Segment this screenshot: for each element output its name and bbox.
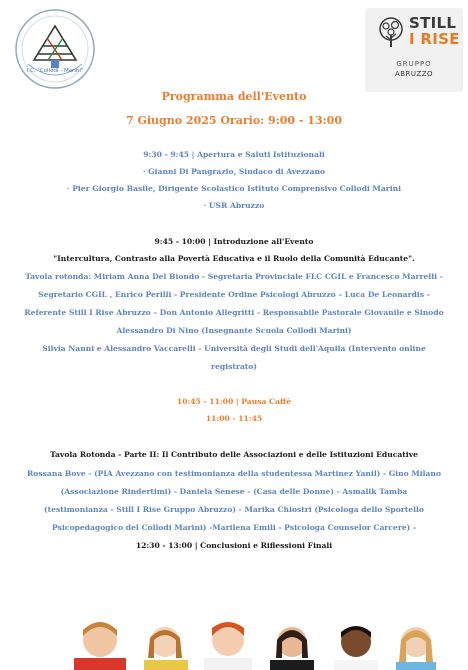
session-intro-line: registrato) bbox=[211, 362, 257, 371]
session-roundtable-line: (testimonianza - Still I Rise Gruppo Abruzzo) - Marika Chiostri (Psicologa dello Sportello bbox=[44, 505, 424, 514]
session-intro-line: Segretario CGIL , Enrico Perilli - Presidente Ordine Psicologi Abruzzo – Luca De Leonardis - bbox=[38, 290, 430, 299]
session-intro-line: Tavola rotonda: Miriam Anna Del Biondo - Segretaria Provinciale FLC CGIL e Francesco Marrelli - bbox=[25, 272, 443, 281]
session-intro-line: Alessandro Di Nino (Insegnante Scuola Collodi Marini) bbox=[116, 326, 352, 335]
session-roundtable-line: Psicopedagogico del Collodi Marini) -Marilena Emili - Psicologa Counselor Carcere) - bbox=[51, 523, 417, 532]
school-logo-text: I.C. "Collodi - Marini" bbox=[26, 68, 84, 74]
tree-icon bbox=[374, 16, 408, 50]
coffee-break: 10:45 - 11:00 | Pausa Caffè bbox=[176, 397, 292, 406]
event-title: Programma dell'Evento bbox=[161, 90, 307, 103]
closing-session: 12:30 - 13:00 | Conclusioni e Riflessioni Finali bbox=[135, 541, 333, 550]
session-opening-heading: 9:30 - 9:45 | Apertura e Saluti Istituzionali bbox=[143, 150, 325, 159]
session-intro-theme: "Intercultura, Contrasto alla Povertà Educativa e il Ruolo della Comunità Educante". bbox=[53, 254, 415, 263]
still-i-rise-logo bbox=[365, 8, 463, 92]
children-photo bbox=[60, 618, 440, 670]
session-intro-line: Referente Still I Rise Abruzzo – Don Antonio Allegritti - Responsabile Pastorale Giovanile e Sinodo bbox=[24, 308, 444, 317]
event-date-time: 7 Giugno 2025 Orario: 9:00 - 13:00 bbox=[126, 114, 342, 127]
logo-abruzzo: ABRUZZO bbox=[394, 70, 434, 78]
session-roundtable-line: Rossana Bove - (PIA Avezzano con testimonianza della studentessa Martinez Yanil) - Gino Milano bbox=[26, 469, 442, 478]
session-opening-item: · USR Abruzzo bbox=[203, 201, 265, 210]
session-intro-line: Silvia Nanni e Alessandro Vaccarelli - Università degli Studi dell'Aquila (Intervento online bbox=[42, 344, 426, 353]
logo-still: STILL bbox=[409, 14, 457, 32]
session-opening-item: · Gianni Di Pangrazio, Sindaco di Avezzano bbox=[142, 167, 326, 176]
school-logo bbox=[14, 8, 96, 90]
session-intro-heading: 9:45 - 10:00 | Introduzione all'Evento bbox=[154, 237, 314, 246]
break-next-slot: 11:00 - 11:45 bbox=[205, 414, 263, 423]
logo-i-rise: I RISE bbox=[409, 30, 460, 48]
session-roundtable-line: (Associazione Rindertimi) - Daniela Senese - (Casa delle Donne) - Asmalik Tamba bbox=[60, 487, 408, 496]
logo-gruppo: GRUPPO bbox=[396, 60, 432, 68]
session-opening-item: · Pier Giorgio Basile, Dirigente Scolastico Istituto Comprensivo Collodi Marini bbox=[66, 184, 402, 193]
session-roundtable-heading: Tavola Rotonda - Parte II: Il Contributo delle Associazioni e delle Istituzioni Educative bbox=[50, 450, 418, 459]
